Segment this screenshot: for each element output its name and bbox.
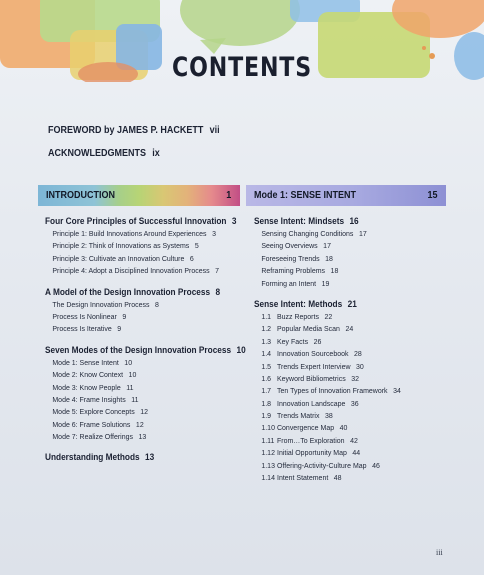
entry-number: 1.13 bbox=[261, 460, 275, 470]
entry-page: 42 bbox=[350, 435, 358, 445]
entry-label: Trends Matrix bbox=[277, 411, 320, 421]
toc-section-heading[interactable] bbox=[45, 344, 246, 357]
section-page: 10 bbox=[236, 344, 246, 355]
toc-entry[interactable] bbox=[254, 278, 438, 290]
entry-label: Intent Statement bbox=[277, 473, 329, 483]
mode1-band[interactable] bbox=[246, 185, 446, 206]
entry-number: 1.14 bbox=[261, 473, 275, 483]
entry-label: Principle 3: Cultivate an Innovation Culture bbox=[52, 253, 185, 263]
section-title: Four Core Principles of Successful Innovation bbox=[45, 216, 227, 226]
entry-page: 10 bbox=[124, 357, 133, 367]
entry-page: 48 bbox=[333, 473, 342, 483]
entry-page: 12 bbox=[140, 407, 148, 417]
toc-section-heading[interactable] bbox=[45, 215, 237, 228]
section-page: 8 bbox=[215, 286, 221, 297]
entry-page: 40 bbox=[339, 423, 348, 433]
entry-number: 1.4 bbox=[261, 349, 272, 359]
entry-page: 26 bbox=[313, 336, 322, 346]
page-title: CONTENTS bbox=[172, 52, 312, 83]
toc-entry[interactable] bbox=[45, 323, 225, 335]
toc-entry[interactable] bbox=[254, 398, 438, 410]
toc-section-heading[interactable] bbox=[45, 451, 221, 464]
entry-page: 8 bbox=[154, 299, 159, 309]
entry-label: Process Is Iterative bbox=[52, 324, 112, 334]
introduction-band[interactable] bbox=[38, 185, 240, 206]
front-matter-label: ACKNOWLEDGMENTS bbox=[48, 148, 147, 159]
section-title: Understanding Methods bbox=[45, 452, 140, 463]
section-page: 16 bbox=[349, 216, 359, 226]
entry-page: 9 bbox=[122, 311, 127, 321]
entry-number: 1.10 bbox=[261, 423, 275, 433]
front-matter-page: ix bbox=[152, 148, 160, 159]
toc-entry[interactable] bbox=[254, 385, 438, 397]
toc-entry[interactable] bbox=[45, 431, 225, 443]
entry-label: Mode 4: Frame Insights bbox=[52, 394, 126, 404]
band-page: 15 bbox=[427, 190, 438, 201]
entry-label: Innovation Sourcebook bbox=[277, 349, 349, 359]
section-title: Sense Intent: Methods bbox=[254, 298, 343, 309]
toc-entry[interactable] bbox=[254, 323, 438, 335]
section-page: 13 bbox=[145, 452, 155, 463]
entry-label: Seeing Overviews bbox=[261, 241, 318, 251]
entry-label: Forming an Intent bbox=[261, 278, 317, 288]
entry-page: 5 bbox=[194, 241, 199, 251]
toc-entry[interactable] bbox=[254, 472, 438, 484]
toc-entry[interactable] bbox=[45, 406, 225, 418]
entry-number: 1.11 bbox=[261, 435, 275, 445]
entry-number: 1.2 bbox=[261, 324, 272, 334]
introduction-toc-column bbox=[45, 215, 246, 464]
toc-entry[interactable] bbox=[45, 265, 225, 277]
entry-label: The Design Innovation Process bbox=[52, 299, 150, 309]
band-label: Mode 1: SENSE INTENT bbox=[254, 190, 357, 201]
toc-entry[interactable] bbox=[254, 460, 438, 472]
toc-entry[interactable] bbox=[254, 253, 438, 265]
entry-page: 18 bbox=[325, 253, 333, 263]
entry-number: 1.12 bbox=[261, 448, 275, 458]
entry-label: Keyword Bibliometrics bbox=[277, 373, 346, 383]
entry-label: Convergence Map bbox=[277, 423, 335, 433]
entry-number: 1.5 bbox=[261, 361, 272, 371]
entry-page: 36 bbox=[350, 398, 359, 408]
entry-label: Principle 1: Build Innovations Around Experiences bbox=[52, 229, 207, 238]
entry-number: 1.1 bbox=[261, 311, 272, 321]
entry-page: 22 bbox=[324, 311, 333, 321]
toc-section-heading[interactable] bbox=[45, 286, 221, 299]
entry-label: Principle 4: Adopt a Disciplined Innovation Process bbox=[52, 266, 210, 276]
toc-entry[interactable] bbox=[45, 394, 225, 406]
entry-label: Ten Types of Innovation Framework bbox=[277, 386, 388, 396]
section-page: 21 bbox=[347, 298, 357, 309]
section-title: Sense Intent: Mindsets bbox=[254, 216, 345, 226]
entry-page: 10 bbox=[128, 370, 137, 380]
entry-label: Mode 6: Frame Solutions bbox=[52, 419, 131, 429]
entry-page: 7 bbox=[215, 266, 220, 276]
toc-entry[interactable] bbox=[45, 369, 225, 381]
entry-page: 30 bbox=[356, 361, 364, 371]
toc-entry[interactable] bbox=[45, 357, 225, 369]
entry-number: 1.7 bbox=[261, 386, 272, 396]
entry-page: 28 bbox=[353, 349, 362, 359]
toc-entry[interactable] bbox=[45, 240, 225, 252]
front-matter-acknowledgments[interactable] bbox=[48, 148, 160, 159]
band-label: INTRODUCTION bbox=[46, 190, 116, 201]
entry-page: 6 bbox=[189, 253, 194, 263]
entry-page: 38 bbox=[324, 411, 333, 421]
bubble-dot-small bbox=[422, 46, 426, 50]
entry-number: 1.8 bbox=[261, 398, 272, 408]
toc-section-heading[interactable] bbox=[254, 298, 434, 311]
entry-page: 32 bbox=[351, 373, 360, 383]
entry-label: From…To Exploration bbox=[277, 435, 345, 445]
entry-page: 19 bbox=[321, 278, 330, 288]
entry-page: 11 bbox=[131, 394, 139, 404]
toc-entry[interactable] bbox=[254, 410, 438, 422]
entry-page: 34 bbox=[393, 386, 401, 396]
bubble-blue-right bbox=[454, 32, 484, 80]
entry-page: 12 bbox=[135, 419, 144, 429]
toc-entry[interactable] bbox=[254, 348, 438, 360]
entry-page: 9 bbox=[117, 324, 122, 334]
mode1-toc-column bbox=[254, 215, 454, 484]
entry-label: Mode 1: Sense Intent bbox=[52, 357, 119, 367]
entry-label: Sensing Changing Conditions bbox=[261, 229, 354, 238]
entry-label: Mode 7: Realize Offerings bbox=[52, 432, 134, 442]
entry-page: 18 bbox=[330, 266, 339, 276]
toc-entry[interactable] bbox=[45, 419, 225, 431]
toc-entry[interactable] bbox=[254, 447, 438, 459]
toc-entry[interactable] bbox=[254, 240, 438, 252]
toc-entry[interactable] bbox=[45, 311, 225, 323]
entry-label: Buzz Reports bbox=[277, 311, 319, 321]
toc-entry[interactable] bbox=[45, 299, 225, 311]
entry-label: Trends Expert Interview bbox=[277, 361, 351, 371]
entry-label: Innovation Landscape bbox=[277, 398, 346, 408]
toc-entry[interactable] bbox=[254, 265, 438, 277]
section-title: A Model of the Design Innovation Process bbox=[45, 286, 211, 297]
entry-page: 44 bbox=[352, 448, 361, 458]
toc-section-heading[interactable] bbox=[254, 215, 434, 228]
entry-label: Foreseeing Trends bbox=[261, 253, 320, 263]
toc-entry[interactable] bbox=[254, 228, 438, 240]
toc-entry[interactable] bbox=[45, 382, 225, 394]
toc-entry[interactable] bbox=[254, 422, 438, 434]
toc-entry[interactable] bbox=[45, 228, 225, 240]
entry-label: Mode 3: Know People bbox=[52, 382, 121, 392]
entry-label: Mode 2: Know Context bbox=[52, 370, 124, 380]
front-matter-label: FOREWORD by JAMES P. HACKETT bbox=[48, 125, 204, 136]
entry-number: 1.9 bbox=[261, 411, 272, 421]
section-page: 3 bbox=[231, 216, 237, 226]
toc-entry[interactable] bbox=[254, 435, 438, 447]
toc-entry[interactable] bbox=[254, 373, 438, 385]
entry-label: Reframing Problems bbox=[261, 266, 326, 276]
front-matter-page: vii bbox=[209, 125, 220, 136]
entry-label: Initial Opportunity Map bbox=[277, 448, 347, 458]
page-folio: iii bbox=[436, 548, 443, 557]
entry-label: Offering-Activity-Culture Map bbox=[277, 460, 367, 470]
entry-page: 46 bbox=[372, 460, 380, 470]
bubble-green-center bbox=[180, 0, 300, 46]
entry-label: Key Facts bbox=[277, 336, 309, 346]
toc-entry[interactable] bbox=[254, 336, 438, 348]
entry-label: Process Is Nonlinear bbox=[52, 311, 117, 321]
entry-page: 17 bbox=[323, 241, 331, 251]
toc-entry[interactable] bbox=[45, 253, 225, 265]
entry-label: Popular Media Scan bbox=[277, 324, 340, 334]
entry-page: 3 bbox=[212, 229, 216, 238]
entry-page: 24 bbox=[345, 324, 354, 334]
entry-number: 1.3 bbox=[261, 336, 272, 346]
entry-page: 17 bbox=[358, 229, 367, 238]
entry-page: 11 bbox=[126, 382, 134, 392]
entry-number: 1.6 bbox=[261, 373, 272, 383]
entry-label: Principle 2: Think of Innovations as Systems bbox=[52, 241, 190, 251]
entry-label: Mode 5: Explore Concepts bbox=[52, 407, 135, 417]
section-title: Seven Modes of the Design Innovation Process bbox=[45, 344, 232, 355]
toc-entry[interactable] bbox=[254, 361, 438, 373]
entry-page: 13 bbox=[138, 432, 147, 442]
band-page: 1 bbox=[226, 190, 232, 201]
toc-entry[interactable] bbox=[254, 311, 438, 323]
front-matter-foreword[interactable] bbox=[48, 125, 220, 136]
